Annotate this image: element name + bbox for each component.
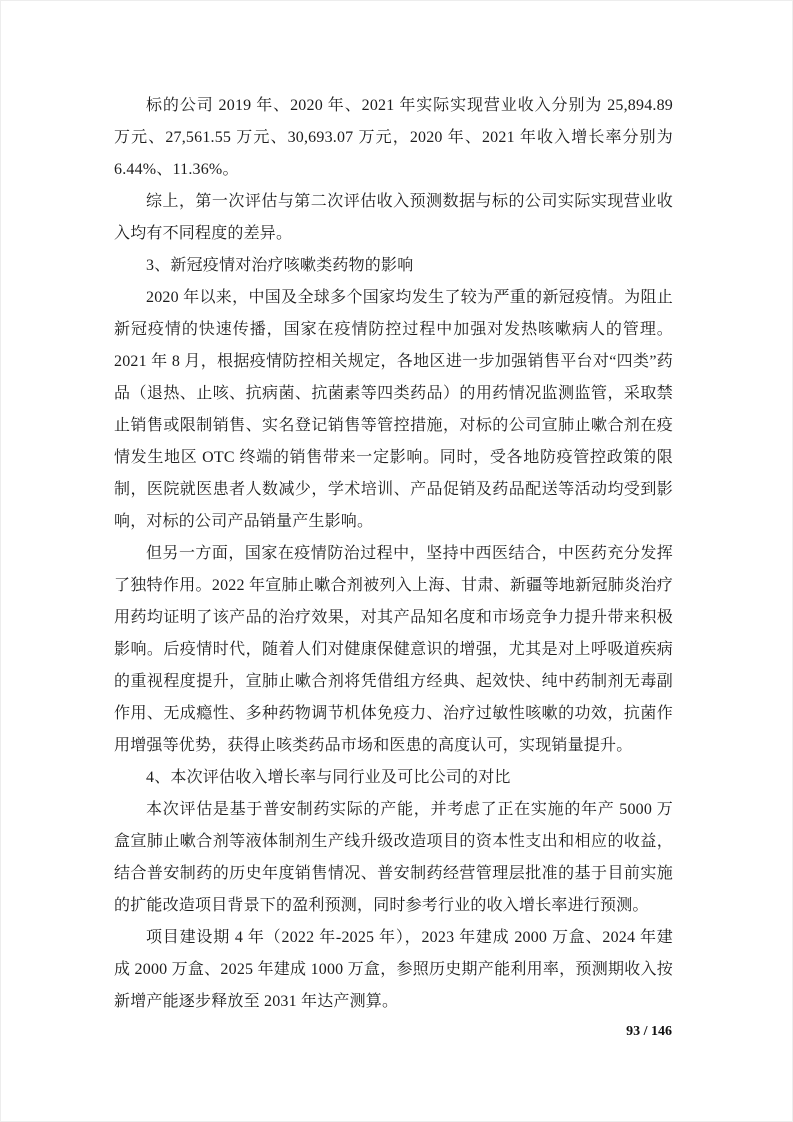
body-paragraph: 项目建设期 4 年（2022 年-2025 年），2023 年建成 2000 万盒、2024 年建成 2000 万盒、2025 年建成 1000 万盒，参照历史期产能利用率，预测期收入按新增产能逐步释放至 2031 年达产测算。 <box>114 929 673 1010</box>
body-paragraph: 但另一方面，国家在疫情防治过程中，坚持中西医结合，中医药充分发挥了独特作用。2022 年宣肺止嗽合剂被列入上海、甘肃、新疆等地新冠肺炎治疗用药均证明了该产品的治疗效果，对其产品知名度和市场竞争力提升带来积极影响。后疫情时代，随着人们对健康保健意识的增强，尤其是对上呼吸道疾病的重视程度提升，宣肺止嗽合剂将凭借组方经典、起效快、纯中药制剂无毒副作用、无成瘾性、多种药物调节机体免疫力、治疗过敏性咳嗽的功效，抗菌作用增强等优势，获得止咳类药品市场和医患的高度认可，实现销量提升。 <box>114 545 673 754</box>
body-paragraph: 综上，第一次评估与第二次评估收入预测数据与标的公司实际实现营业收入均有不同程度的差异。 <box>114 193 673 242</box>
page-number: 93 / 146 <box>626 1024 672 1039</box>
body-paragraph: 本次评估是基于普安制药实际的产能，并考虑了正在实施的年产 5000 万盒宣肺止嗽合剂等液体制剂生产线升级改造项目的资本性支出和相应的收益，结合普安制药的历史年度销售情况、普安制药经营管理层批准的基于目前实施的扩能改造项目背景下的盈利预测，同时参考行业的收入增长率进行预测。 <box>114 801 673 914</box>
section-heading: 3、新冠疫情对治疗咳嗽类药物的影响 <box>146 257 414 274</box>
body-paragraph: 标的公司 2019 年、2020 年、2021 年实际实现营业收入分别为 25,894.89 万元、27,561.55 万元、30,693.07 万元，2020 年、2021 年收入增长率分别为 6.44%、11.36%。 <box>114 97 673 178</box>
section-heading: 4、本次评估收入增长率与同行业及可比公司的对比 <box>146 769 511 786</box>
document-body <box>114 90 673 1018</box>
body-paragraph: 2020 年以来，中国及全球多个国家均发生了较为严重的新冠疫情。为阻止新冠疫情的快速传播，国家在疫情防控过程中加强对发热咳嗽病人的管理。2021 年 8 月，根据疫情防控相关规定，各地区进一步加强销售平台对“四类”药品（退热、止咳、抗病菌、抗菌素等四类药品）的用药情况监测监管，采取禁止销售或限制销售、实名登记销售等管控措施，对标的公司宣肺止嗽合剂在疫情发生地区 OTC 终端的销售带来一定影响。同时，受各地防疫管控政策的限制，医院就医患者人数减少，学术培训、产品促销及药品配送等活动均受到影响，对标的公司产品销量产生影响。 <box>114 289 673 530</box>
